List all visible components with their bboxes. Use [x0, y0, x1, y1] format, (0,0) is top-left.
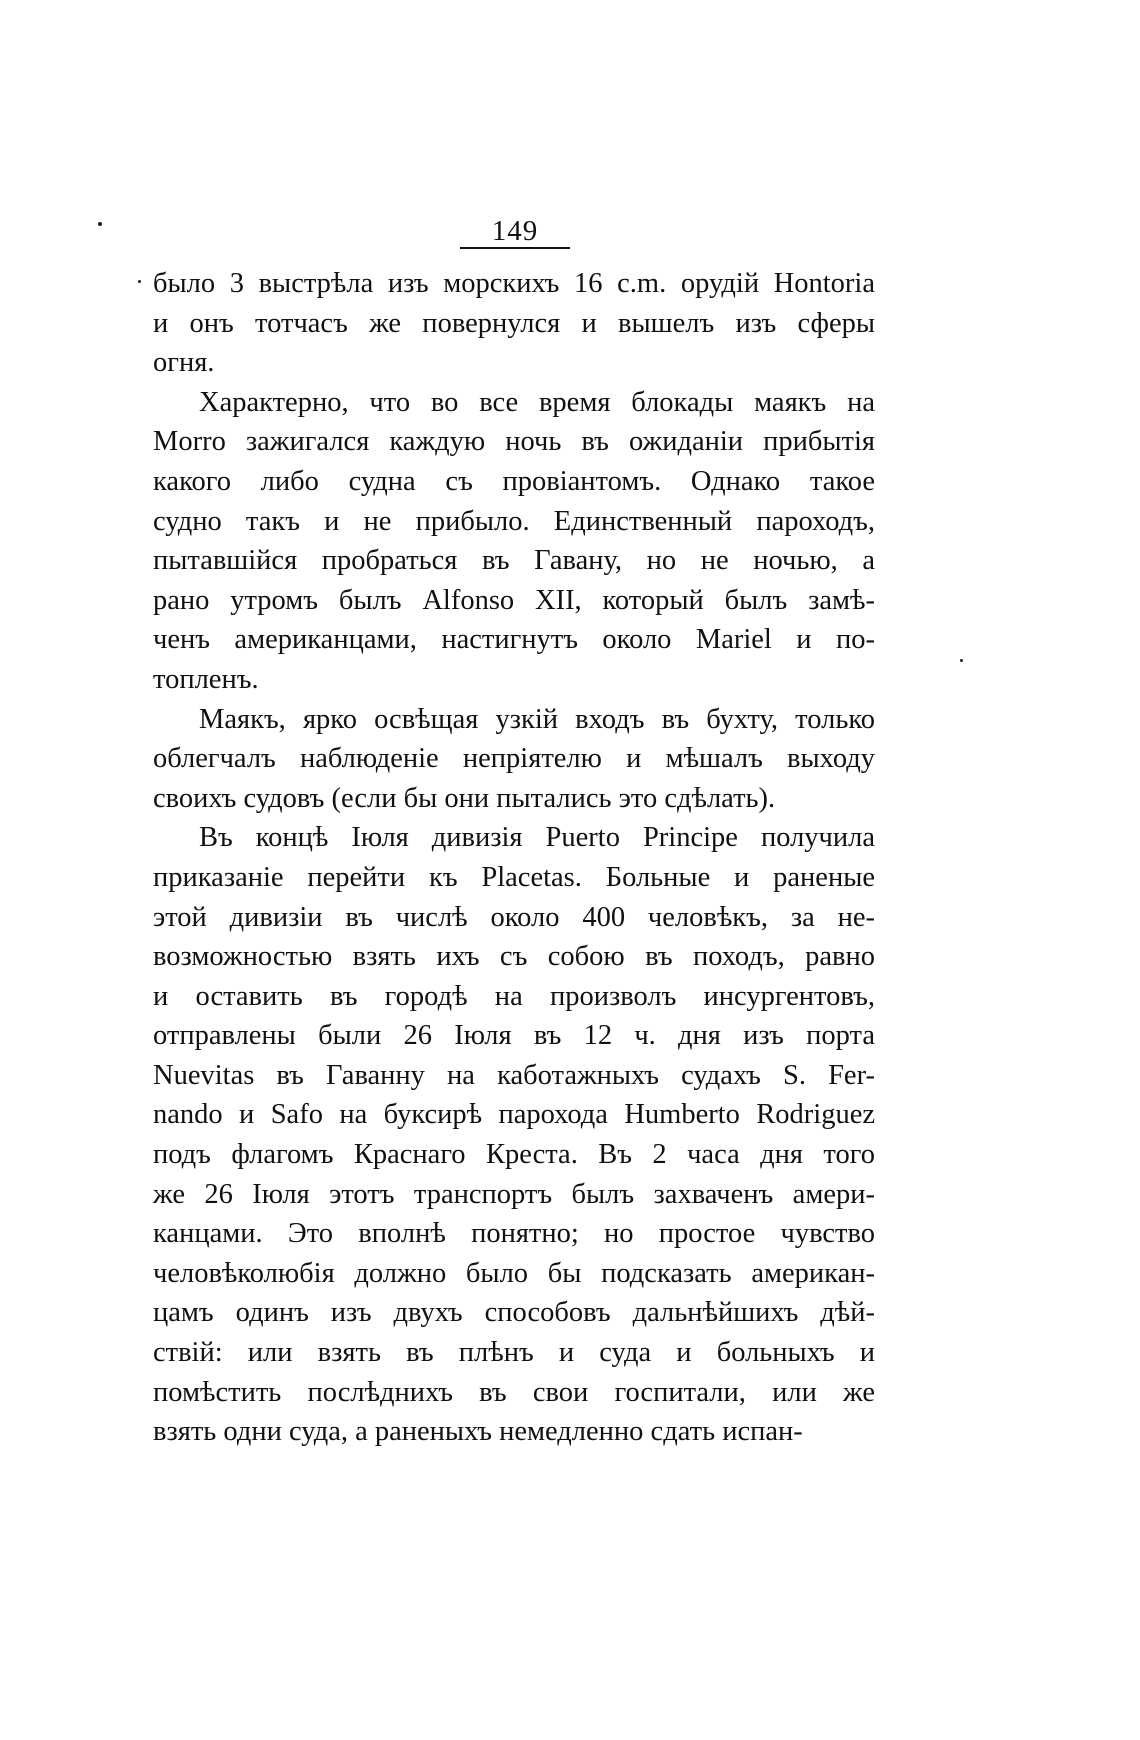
text-line: помѣстить послѣднихъ въ свои госпитали, или же	[153, 1376, 875, 1408]
text-line: и онъ тотчасъ же повернулся и вышелъ изъ сферы	[153, 307, 875, 339]
body-text	[153, 264, 875, 1452]
scan-speck	[138, 280, 141, 283]
text-line: взять одни суда, а раненыхъ немедленно сдать испан-	[153, 1416, 803, 1448]
text-line: Маякъ, ярко освѣщая узкій входъ въ бухту, только	[199, 703, 875, 735]
text-line: отправлены были 26 Іюля въ 12 ч. дня изъ порта	[153, 1020, 875, 1052]
text-line: пытавшійся пробраться въ Гавану, но не ночью, а	[153, 545, 875, 577]
scan-speck	[98, 222, 102, 226]
paragraph	[153, 264, 875, 383]
page-number-rule	[460, 247, 570, 249]
text-line: судно такъ и не прибыло. Единственный пароходъ,	[153, 505, 875, 537]
text-line: человѣколюбія должно было бы подсказать американ-	[153, 1257, 875, 1289]
text-line: топленъ.	[153, 663, 259, 695]
text-line: приказаніе перейти къ Placetas. Больные и раненые	[153, 861, 875, 893]
page-number: 149	[491, 215, 539, 247]
text-line: подъ флагомъ Краснаго Креста. Въ 2 часа дня того	[153, 1139, 875, 1171]
text-line: ченъ американцами, настигнутъ около Mariel и по-	[153, 624, 875, 656]
text-line: Характерно, что во все время блокады маякъ на	[199, 386, 875, 418]
text-line: было 3 выстрѣла изъ морскихъ 16 c.m. орудій Hontoria	[153, 268, 875, 299]
text-line: возможностью взять ихъ съ собою въ походъ, равно	[153, 941, 875, 973]
text-line: Morro зажигался каждую ночь въ ожиданіи прибытія	[153, 426, 875, 458]
text-line: и оставить въ городѣ на произволъ инсургентовъ,	[153, 980, 875, 1012]
text-line: канцами. Это вполнѣ понятно; но простое чувство	[153, 1218, 875, 1250]
text-line: Nuevitas въ Гаванну на каботажныхъ судахъ S. Fer-	[153, 1059, 875, 1091]
text-line: этой дивизіи въ числѣ около 400 человѣкъ, за не-	[153, 901, 875, 933]
paragraph	[153, 700, 875, 819]
text-line: же 26 Іюля этотъ транспортъ былъ захваченъ амери-	[153, 1178, 875, 1210]
paragraph	[153, 818, 875, 1452]
text-line: nando и Safo на буксирѣ парохода Humberto Rodriguez	[153, 1099, 875, 1131]
text-line: Въ концѣ Іюля дивизія Puerto Principe получила	[199, 822, 875, 854]
text-line: своихъ судовъ (если бы они пытались это сдѣлать).	[153, 782, 776, 814]
text-line: огня.	[153, 347, 215, 379]
text-line: какого либо судна съ провіантомъ. Однако такое	[153, 465, 875, 497]
text-line: облегчалъ наблюденіе непріятелю и мѣшалъ выходу	[153, 743, 875, 775]
paragraph	[153, 383, 875, 700]
scan-speck	[960, 659, 963, 662]
text-line: рано утромъ былъ Alfonso XII, который былъ замѣ-	[153, 584, 875, 616]
text-line: цамъ одинъ изъ двухъ способовъ дальнѣйшихъ дѣй-	[153, 1297, 875, 1329]
text-line: ствій: или взять въ плѣнъ и суда и больныхъ и	[153, 1337, 875, 1369]
